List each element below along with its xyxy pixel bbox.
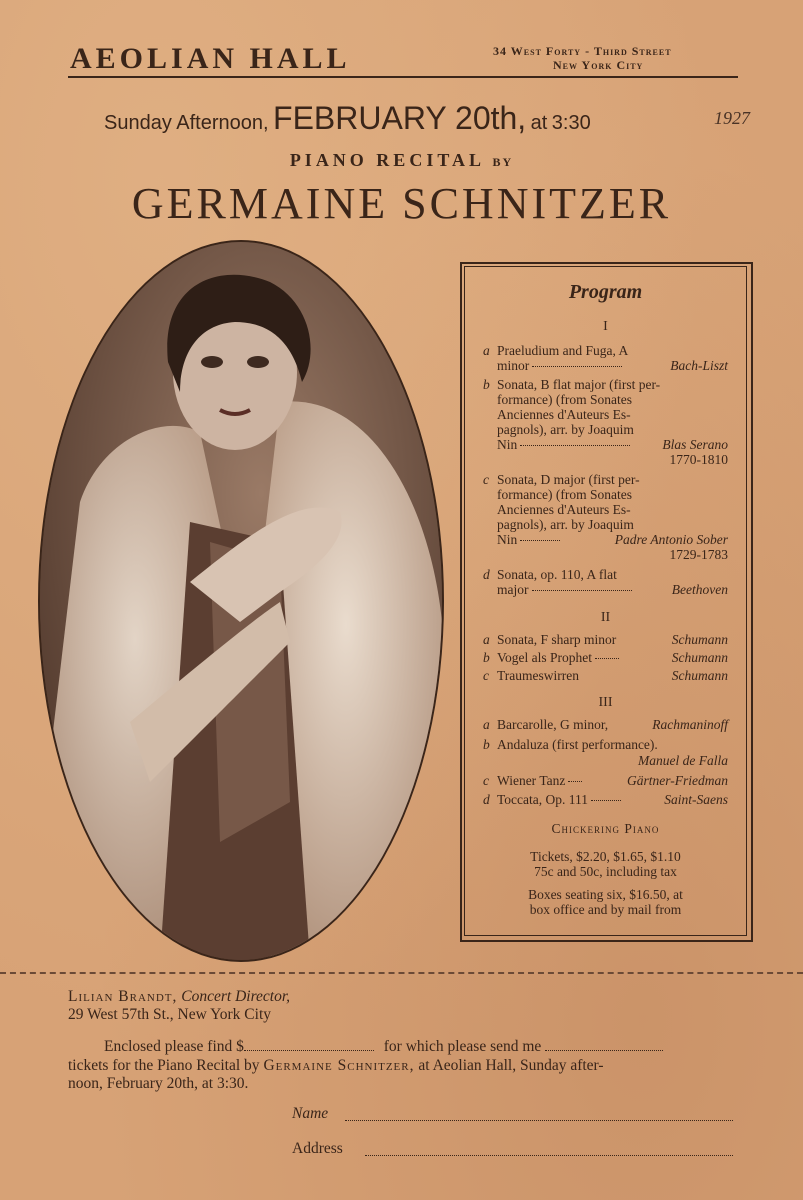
name-field[interactable] bbox=[345, 1120, 733, 1121]
item-text: Praeludium and Fuga, A bbox=[497, 343, 629, 358]
item-letter: a bbox=[483, 343, 490, 358]
address-label: Address bbox=[292, 1140, 343, 1157]
director-line bbox=[68, 988, 290, 1006]
item-text: Nin bbox=[497, 437, 518, 452]
boxes-line: Boxes seating six, $16.50, at bbox=[528, 887, 683, 902]
address-field[interactable] bbox=[365, 1155, 733, 1156]
item-composer: Bach-Liszt bbox=[670, 358, 728, 373]
program-item-line bbox=[483, 582, 635, 598]
order-text: at Aeolian Hall, Sunday after- bbox=[418, 1057, 604, 1074]
header-rule bbox=[68, 76, 738, 78]
program-item-line bbox=[483, 407, 631, 423]
item-text: Barcarolle, G minor, bbox=[497, 717, 609, 732]
program-item-line bbox=[483, 737, 658, 753]
boxes-line: box office and by mail from bbox=[529, 902, 682, 917]
item-composer: Schumann bbox=[671, 632, 728, 647]
program-item-line bbox=[483, 487, 632, 503]
item-letter: a bbox=[483, 632, 490, 647]
program-item-line bbox=[483, 472, 640, 488]
program-item-line bbox=[483, 668, 579, 684]
item-letter: c bbox=[483, 773, 489, 788]
item-letter: a bbox=[483, 717, 490, 732]
part-numeral: II bbox=[600, 610, 611, 625]
item-text: Vogel als Prophet bbox=[497, 650, 592, 665]
program-item-line bbox=[483, 532, 563, 548]
part-numeral: III bbox=[598, 695, 613, 710]
item-text: Traumeswirren bbox=[497, 668, 579, 683]
item-text: Toccata, Op. 111 bbox=[497, 792, 589, 807]
program-item-line bbox=[483, 792, 624, 808]
director-name: Lilian Brandt, bbox=[68, 988, 178, 1005]
order-line-2 bbox=[68, 1057, 604, 1075]
director-title: Concert Director, bbox=[181, 988, 291, 1005]
tickets-line: Tickets, $2.20, $1.65, $1.10 bbox=[530, 849, 681, 864]
order-text: tickets for the Piano Recital by bbox=[68, 1057, 260, 1074]
item-composer: Padre Antonio Sober bbox=[614, 532, 728, 547]
order-text: for which please send me bbox=[383, 1038, 542, 1055]
item-composer: Manuel de Falla bbox=[638, 753, 728, 768]
item-letter: d bbox=[483, 567, 490, 582]
item-letter: b bbox=[483, 377, 490, 392]
item-letter: c bbox=[483, 472, 489, 487]
item-text: Sonata, op. 110, A flat bbox=[497, 567, 617, 582]
part-numeral: I bbox=[603, 319, 608, 334]
program-item-line bbox=[483, 502, 631, 518]
venue-title: AEOLIAN HALL bbox=[70, 42, 351, 75]
item-text: Sonata, F sharp minor bbox=[497, 632, 617, 647]
item-text: Wiener Tanz bbox=[497, 773, 566, 788]
program-item-line bbox=[483, 517, 634, 533]
item-years: 1729-1783 bbox=[669, 547, 728, 562]
item-text: formance) (from Sonates bbox=[497, 487, 632, 502]
recital-by: BY bbox=[492, 155, 514, 169]
order-artist: Germaine Schnitzer, bbox=[263, 1057, 415, 1074]
program-item-line bbox=[483, 567, 617, 583]
item-text: pagnols), arr. by Joaquim bbox=[497, 517, 634, 532]
item-composer: Rachmaninoff bbox=[652, 717, 728, 732]
order-text: Enclosed please find $ bbox=[104, 1038, 244, 1055]
portrait-photo bbox=[38, 240, 444, 962]
ticket-count-field[interactable] bbox=[545, 1050, 663, 1051]
name-label: Name bbox=[292, 1105, 329, 1122]
program-item-line bbox=[483, 392, 632, 408]
handwritten-year: 1927 bbox=[714, 108, 750, 128]
program-item-line bbox=[483, 717, 608, 733]
program-item-line bbox=[483, 773, 585, 789]
item-letter: b bbox=[483, 650, 490, 665]
program-item-line bbox=[483, 343, 628, 359]
item-text: Sonata, D major (first per- bbox=[497, 472, 640, 487]
recital-title bbox=[0, 150, 803, 171]
piano-credit: Chickering Piano bbox=[551, 821, 660, 836]
program-item-line bbox=[483, 437, 633, 453]
program-box bbox=[464, 266, 747, 936]
program-item-line bbox=[483, 358, 625, 374]
program-item-line bbox=[483, 377, 660, 393]
item-composer: Gärtner-Friedman bbox=[627, 773, 728, 788]
item-letter: b bbox=[483, 737, 490, 752]
program-item-line bbox=[483, 632, 616, 648]
perforation-line bbox=[0, 972, 803, 974]
order-line-3: noon, February 20th, at 3:30. bbox=[68, 1075, 249, 1092]
program-item-line bbox=[483, 650, 622, 666]
item-composer: Blas Serano bbox=[662, 437, 728, 452]
item-composer: Schumann bbox=[671, 668, 728, 683]
item-letter: d bbox=[483, 792, 490, 807]
date-prefix: Sunday Afternoon, bbox=[104, 112, 269, 134]
venue-address-line2: New York City bbox=[553, 58, 644, 72]
date-main: FEBRUARY 20th, bbox=[273, 100, 527, 136]
item-composer: Schumann bbox=[671, 650, 728, 665]
item-years: 1770-1810 bbox=[669, 452, 728, 467]
item-letter: c bbox=[483, 668, 489, 683]
venue-address-line1: 34 West Forty - Third Street bbox=[493, 44, 672, 58]
director-address: 29 West 57th St., New York City bbox=[68, 1006, 272, 1023]
program-item-line bbox=[483, 422, 634, 438]
date-line bbox=[104, 100, 591, 137]
amount-field[interactable] bbox=[244, 1050, 374, 1051]
item-composer: Saint-Saens bbox=[664, 792, 728, 807]
tickets-line: 75c and 50c, including tax bbox=[534, 864, 677, 879]
item-text: minor bbox=[497, 358, 530, 373]
artist-name: GERMAINE SCHNITZER bbox=[131, 179, 672, 228]
item-composer: Beethoven bbox=[671, 582, 728, 597]
item-text: major bbox=[497, 582, 529, 597]
program-title: Program bbox=[568, 281, 643, 303]
item-text: Sonata, B flat major (first per- bbox=[497, 377, 661, 392]
date-at: at bbox=[530, 112, 548, 134]
item-text: formance) (from Sonates bbox=[497, 392, 632, 407]
item-text: Anciennes d'Auteurs Es- bbox=[497, 407, 631, 422]
order-line-1 bbox=[104, 1038, 663, 1056]
portrait-image-icon bbox=[40, 242, 442, 960]
item-text: Nin bbox=[497, 532, 518, 547]
item-text: Anciennes d'Auteurs Es- bbox=[497, 502, 631, 517]
item-text: pagnols), arr. by Joaquim bbox=[497, 422, 634, 437]
item-text: Andaluza (first performance). bbox=[497, 737, 658, 752]
recital-label: PIANO RECITAL bbox=[289, 150, 485, 170]
date-time: 3:30 bbox=[551, 112, 591, 134]
